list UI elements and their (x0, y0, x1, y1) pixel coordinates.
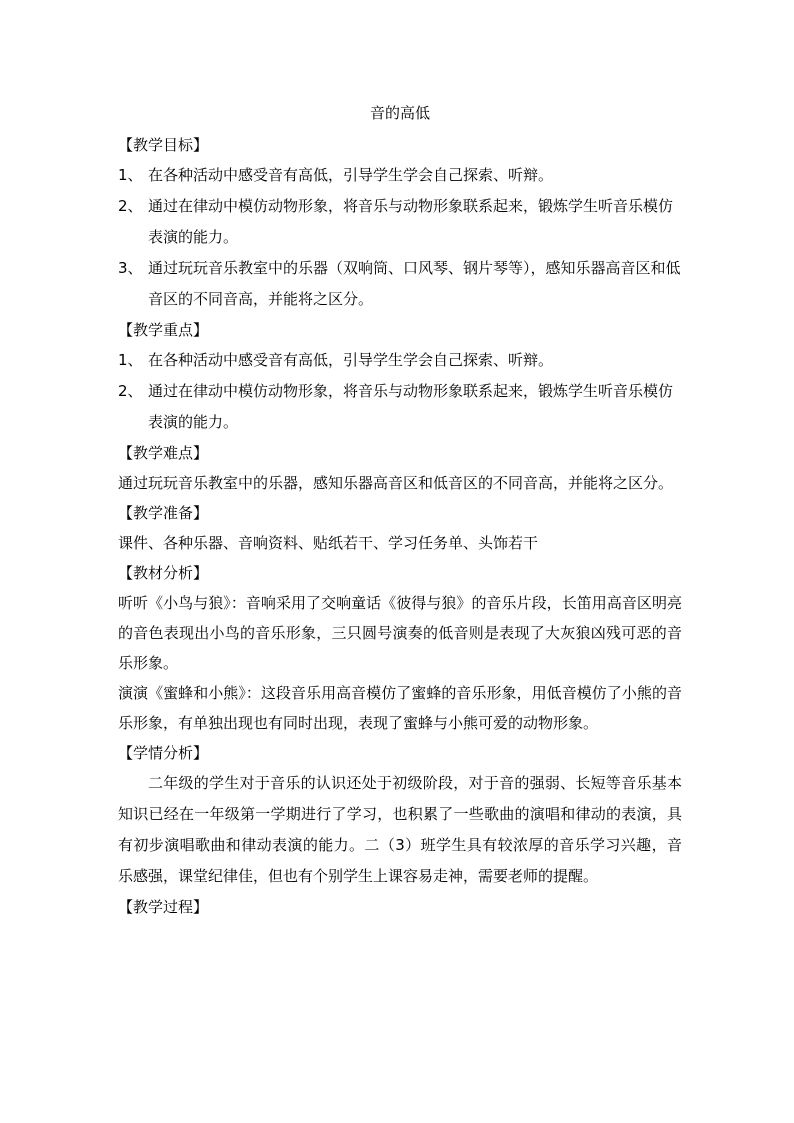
page-title: 音的高低 (369, 104, 430, 122)
list-text: 通过玩玩音乐教室中的乐器（双响筒、口风琴、钢片琴等），感知乐器高音区和低音区的不同音高，并能将之区分。 (148, 259, 681, 308)
heading-preparation: 【教学准备】 (118, 504, 209, 522)
material-paragraph-1: 听听《小鸟与狼》：音响采用了交响童话《彼得与狼》的音乐片段，长笛用高音区明亮的音色表现出小鸟的音乐形象，三只圆号演奏的低音则是表现了大灰狼凶残可恶的音乐形象。 (118, 594, 682, 672)
list-text: 在各种活动中感受音有高低，引导学生学会自己探索、听辩。 (148, 351, 554, 369)
list-number: 2、 (118, 382, 143, 400)
list-number: 1、 (118, 166, 143, 184)
preparation-text: 课件、各种乐器、音响资料、贴纸若干、学习任务单、头饰若干 (118, 534, 539, 552)
students-text: 二年级的学生对于音乐的认识还处于初级阶段，对于音的强弱、长短等音乐基本知识已经在一年级第一学期进行了学习，也积累了一些歌曲的演唱和律动的表演，具有初步演唱歌曲和律动表演的能力。二（3）班学生具有较浓厚的音乐学习兴趣，音乐感强，课堂纪律佳，但也有个别学生上课容易走神，需要老师的提醒。 (118, 774, 682, 885)
list-text: 通过在律动中模仿动物形象，将音乐与动物形象联系起来，锻炼学生听音乐模仿表演的能力。 (148, 197, 674, 246)
list-item (118, 253, 682, 315)
heading-material: 【教材分析】 (118, 564, 209, 582)
list-item (118, 376, 682, 438)
list-number: 1、 (118, 351, 143, 369)
document-page (118, 96, 682, 922)
list-item (118, 160, 682, 191)
heading-students: 【学情分析】 (118, 744, 209, 762)
difficulties-text: 通过玩玩音乐教室中的乐器，感知乐器高音区和低音区的不同音高，并能将之区分。 (118, 474, 674, 492)
list-text: 通过在律动中模仿动物形象，将音乐与动物形象联系起来，锻炼学生听音乐模仿表演的能力。 (148, 382, 674, 431)
list-item (118, 345, 682, 376)
list-number: 2、 (118, 197, 143, 215)
list-number: 3、 (118, 259, 143, 277)
list-text: 在各种活动中感受音有高低，引导学生学会自己探索、听辩。 (148, 166, 554, 184)
heading-goals: 【教学目标】 (118, 136, 209, 154)
heading-difficulties: 【教学难点】 (118, 444, 209, 462)
heading-process: 【教学过程】 (118, 898, 209, 916)
list-item (118, 191, 682, 253)
material-paragraph-2: 演演《蜜蜂和小熊》：这段音乐用高音模仿了蜜蜂的音乐形象，用低音模仿了小熊的音乐形象，有单独出现也有同时出现，表现了蜜蜂与小熊可爱的动物形象。 (118, 684, 682, 732)
heading-key-points: 【教学重点】 (118, 321, 209, 339)
